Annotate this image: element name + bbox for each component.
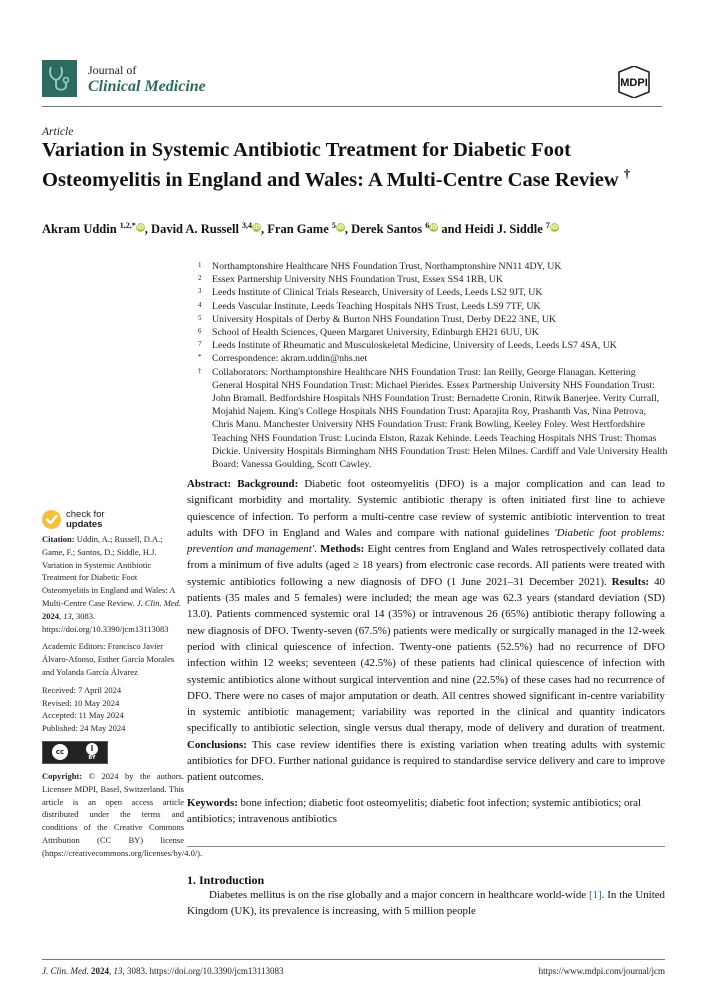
affiliation-mark: *	[198, 353, 202, 362]
citation-link[interactable]: [1]	[588, 889, 602, 901]
author-separator: ,	[344, 222, 352, 237]
footer-divider	[42, 959, 665, 960]
revised-date: Revised: 10 May 2024	[42, 697, 120, 708]
received-date: Received: 7 April 2024	[42, 684, 122, 695]
journal-logo	[42, 60, 77, 97]
footer-year: 2024	[91, 966, 109, 976]
keywords-label: Keywords:	[187, 797, 238, 809]
author-affiliation-marks: 5	[331, 221, 336, 230]
citation-block: Citation: Uddin, A.; Russell, D.A.; Game, F.; Santos, D.; Siddle, H.J. Variation in Systemic Antibiotic Treatment for Diabetic Foot Osteomyelitis in England and Wales: A Multi-Centre Case Review. J. Clin. Med. 2024, 13, 3083. https://doi.org/10.3390/jcm13113083	[42, 534, 181, 634]
affiliation-item	[198, 260, 668, 273]
author-affiliation-marks: 1,2,*	[119, 221, 136, 230]
checkmark-icon	[42, 510, 61, 529]
abstract-punctuation: .	[314, 543, 321, 556]
affiliation-mark: 5	[198, 313, 202, 322]
results-text: 40 patients (35 males and 5 females) were included; the mean age was 62.3 years (standard deviation (SD) 13.0). Patients commenced systemic oral 14 (35%) or intravenous 26 (65%) antibiotic therapy following a new diagnosis of DFO. Twenty-seven (67.5%) patients were medically or surgically managed in the 12-week period with clinical quiescence of infection. Twenty-one patients (52.5%) had no recurrence of DFO infection within 12 weeks; seventeen (42.5%) of these patients had clinical quiescence of infection with systemic antibiotics alone without surgical intervention and nine (22.5%) of these cases had no recurrence of DFO. There were no cases of major amputation or death. All centres showed significant in-centre variability in systemic antibiotic management; variability was reported in the clinical and quantity indicators specifically to antibiotic selection, single versus dual therapy, mode of delivery and duration of treatment.	[187, 575, 665, 735]
check-updates-line1: check for	[66, 509, 105, 520]
affiliation-mark: 7	[198, 340, 202, 349]
collaborators-item	[198, 366, 668, 472]
affiliation-text: Northamptonshire Healthcare NHS Foundation Trust, Northamptonshire NN11 4DY, UK	[212, 261, 562, 272]
title-footnote-mark: †	[623, 166, 631, 181]
footer-doi[interactable]: , 3083. https://doi.org/10.3390/jcm13113083	[122, 966, 284, 976]
orcid-icon[interactable]: iD	[550, 224, 558, 232]
header-divider	[42, 106, 662, 107]
correspondence-item	[198, 352, 668, 365]
attribution-person-icon: i	[86, 743, 98, 755]
citation-text: Uddin, A.; Russell, D.A.; Game, F.; Santos, D.; Siddle, H.J. Variation in Systemic Antibiotic Treatment for Diabetic Foot Osteomyelitis in England and Wales: A Multi-Centre Case Review.	[42, 534, 176, 608]
intro-text-start: Diabetes mellitus is on the rise globally and a major concern in healthcare world-wide	[209, 889, 589, 901]
mdpi-logo-text: MDPI	[620, 77, 648, 89]
abstract-label: Abstract:	[187, 478, 232, 490]
affiliation-mark: 6	[198, 327, 202, 336]
footer-journal-url[interactable]: https://www.mdpi.com/journal/jcm	[538, 966, 665, 976]
footer-journal: J. Clin. Med.	[42, 966, 89, 976]
copyright-text: © 2024 by the authors. Licensee MDPI, Basel, Switzerland. This article is an open access article distributed under the terms and conditions of the Creative Commons Attribution (CC BY) license (https://creativecommons.org/licenses/by/4.0/).	[42, 770, 203, 858]
published-date: Published: 24 May 2024	[42, 723, 126, 734]
accepted-date: Accepted: 11 May 2024	[42, 710, 124, 721]
creative-commons-icon: cc	[52, 744, 68, 760]
affiliation-item	[198, 339, 668, 352]
abstract	[187, 476, 665, 786]
affiliation-item	[198, 326, 668, 339]
background-label: Background:	[237, 478, 299, 490]
affiliation-mark: 1	[198, 261, 202, 269]
affiliation-mark: 4	[198, 300, 202, 309]
check-for-updates-button[interactable]	[42, 510, 184, 529]
correspondence-text[interactable]: Correspondence: akram.uddin@nhs.net	[212, 353, 368, 365]
affiliation-item	[198, 313, 668, 326]
mdpi-logo	[611, 66, 657, 98]
dates-block	[42, 684, 184, 735]
affiliation-text: Leeds Vascular Institute, Leeds Teaching Hospitals NHS Trust, Leeds LS9 7TF, UK	[212, 300, 541, 312]
keywords-text: bone infection; diabetic foot osteomyelitis; diabetic foot infection; systemic antibiotics; oral antibiotics; intravenous antibiotics	[187, 797, 641, 826]
copyright-label: Copyright:	[42, 770, 83, 781]
orcid-icon[interactable]: iD	[136, 224, 144, 232]
orcid-icon[interactable]: iD	[430, 224, 438, 232]
author-name[interactable]: Derek Santos	[351, 222, 423, 237]
conclusions-text: This case review identifies there is existing variation when treating adults with systemic antibiotics for DFO. Further national guidance is required to standardise service delivery and care to improve patient outcomes.	[187, 738, 665, 784]
article-type: Article	[42, 126, 74, 138]
author-name[interactable]: David A. Russell	[151, 222, 239, 237]
author-list	[42, 221, 559, 237]
affiliation-item	[198, 300, 668, 313]
intro-text-end: . In the United Kingdom (UK), its prevalence is increasing, with 5 million people	[187, 889, 665, 918]
affiliation-mark: 3	[198, 287, 202, 296]
affiliations-list	[198, 260, 668, 471]
cc-by-license-badge[interactable]	[42, 741, 108, 764]
journal-of-label: Journal of	[88, 63, 137, 77]
keywords	[187, 795, 665, 828]
copyright-block	[42, 770, 203, 860]
affiliation-text: Leeds Institute of Rheumatic and Musculoskeletal Medicine, University of Leeds, Leeds LS7 4SA, UK	[212, 340, 617, 352]
collaborators-text: Collaborators: Northamptonshire Healthcare NHS Foundation Trust: Ian Reilly, George Flanagan. Kettering General Hospital NHS Foundation Trust: Michael Pierides. Essex Partnership University NHS Foundation Trust: John Bramall. Bedfordshire Hospitals NHS Foundation Trust: Bernadette Cronin, Ritwik Banerjee. Verity Currall, Mojahid Najem. King's College Hospitals NHS Foundation Trust: Aparajita Roy, Prashanth Vas, Nina Petrova, Chris Manu. Manchester University NHS Foundation Trust: Frank Bowling, Keeley Foley. West Hertfordshire Teaching NHS Foundation Trust: Lucinda Elston, Razak Kehinde. Leeds Teaching Hospitals NHS Trust: Thomas Dickie. University Hospitals Birmingham NHS Foundation Trust: Helen Milnes. Cardiff and Vale University Health Board: Vanessa Goulding, Scott Cawley.	[212, 366, 668, 471]
orcid-icon[interactable]: iD	[253, 224, 261, 232]
section-heading-introduction: 1. Introduction	[187, 873, 265, 887]
author-name[interactable]: Fran Game	[267, 222, 329, 237]
guideline-title: 'Diabetic foot problems: prevention and management'	[187, 526, 665, 556]
citation-label: Citation:	[42, 534, 75, 544]
affiliation-text: School of Health Sciences, Queen Margaret University, Edinburgh EH21 6UU, UK	[212, 327, 539, 339]
article-title	[42, 139, 662, 192]
citation-doi[interactable]: , 3083. https://doi.org/10.3390/jcm13113083	[42, 610, 169, 634]
academic-editors: Academic Editors: Francisco Javier Álvaro-Afonso, Esther García Morales and Yolanda García Álvarez	[42, 641, 175, 677]
author-name[interactable]: Heidi J. Siddle	[464, 222, 543, 237]
affiliation-text: Leeds Institute of Clinical Trials Research, University of Leeds, Leeds LS2 9JT, UK	[212, 287, 543, 299]
article-title-text: Variation in Systemic Antibiotic Treatment for Diabetic Foot Osteomyelitis in England and Wales: A Multi-Centre Case Review	[42, 139, 619, 191]
by-label: BY	[88, 755, 96, 762]
author-affiliation-marks: 3,4	[242, 221, 253, 230]
affiliation-text: University Hospitals of Derby & Burton NHS Foundation Trust, Derby DE22 3NE, UK	[212, 313, 556, 325]
introduction-paragraph	[187, 887, 665, 920]
abstract-divider	[187, 846, 665, 847]
affiliation-mark: †	[198, 366, 202, 375]
affiliation-mark: 2	[198, 274, 202, 283]
sidebar	[42, 509, 203, 865]
check-updates-line2: updates	[66, 518, 103, 530]
author-affiliation-marks: 7	[545, 221, 550, 230]
orcid-icon[interactable]: iD	[336, 224, 344, 232]
footer-volume: 13	[113, 966, 123, 976]
journal-name	[88, 63, 206, 94]
affiliation-text: Essex Partnership University NHS Foundation Trust, Essex SS4 1RB, UK	[212, 274, 503, 286]
author-affiliation-marks: 6	[425, 221, 430, 230]
author-separator: and	[438, 222, 465, 237]
author-name[interactable]: Akram Uddin	[42, 222, 117, 237]
stethoscope-icon	[42, 60, 77, 97]
methods-text: Eight centres from England and Wales retrospectively collated data from a minimum of five adults (aged ≥ 18 years) from electronic case records. All patients were treated with systemic antibiotics following a new diagnosis of DFO (1 June 2021–31 December 2021).	[187, 543, 665, 588]
affiliation-item	[198, 286, 668, 299]
background-text: Diabetic foot osteomyelitis (DFO) is a major complication and can lead to significant morbidity and mortality. Systemic antibiotic therapy is often initiated first line to achieve quiescence of infection. To perform a multi-centre case review of systemic antibiotic intervention to treat adults with DFO in England and Wales and compare with national guidelines	[187, 478, 665, 539]
results-label: Results:	[611, 575, 650, 588]
affiliation-item	[198, 273, 668, 286]
author-separator: ,	[144, 222, 152, 237]
methods-label: Methods:	[320, 543, 365, 556]
citation-year: 2024	[42, 610, 59, 621]
citation-volume: 13	[63, 610, 72, 621]
conclusions-label: Conclusions:	[187, 738, 247, 751]
author-separator: ,	[261, 222, 268, 237]
journal-title: Clinical Medicine	[88, 78, 206, 95]
citation-journal: J. Clin. Med.	[136, 597, 181, 608]
footer-citation: J. Clin. Med. 2024, 13, 3083. https://doi.org/10.3390/jcm13113083	[42, 966, 284, 976]
